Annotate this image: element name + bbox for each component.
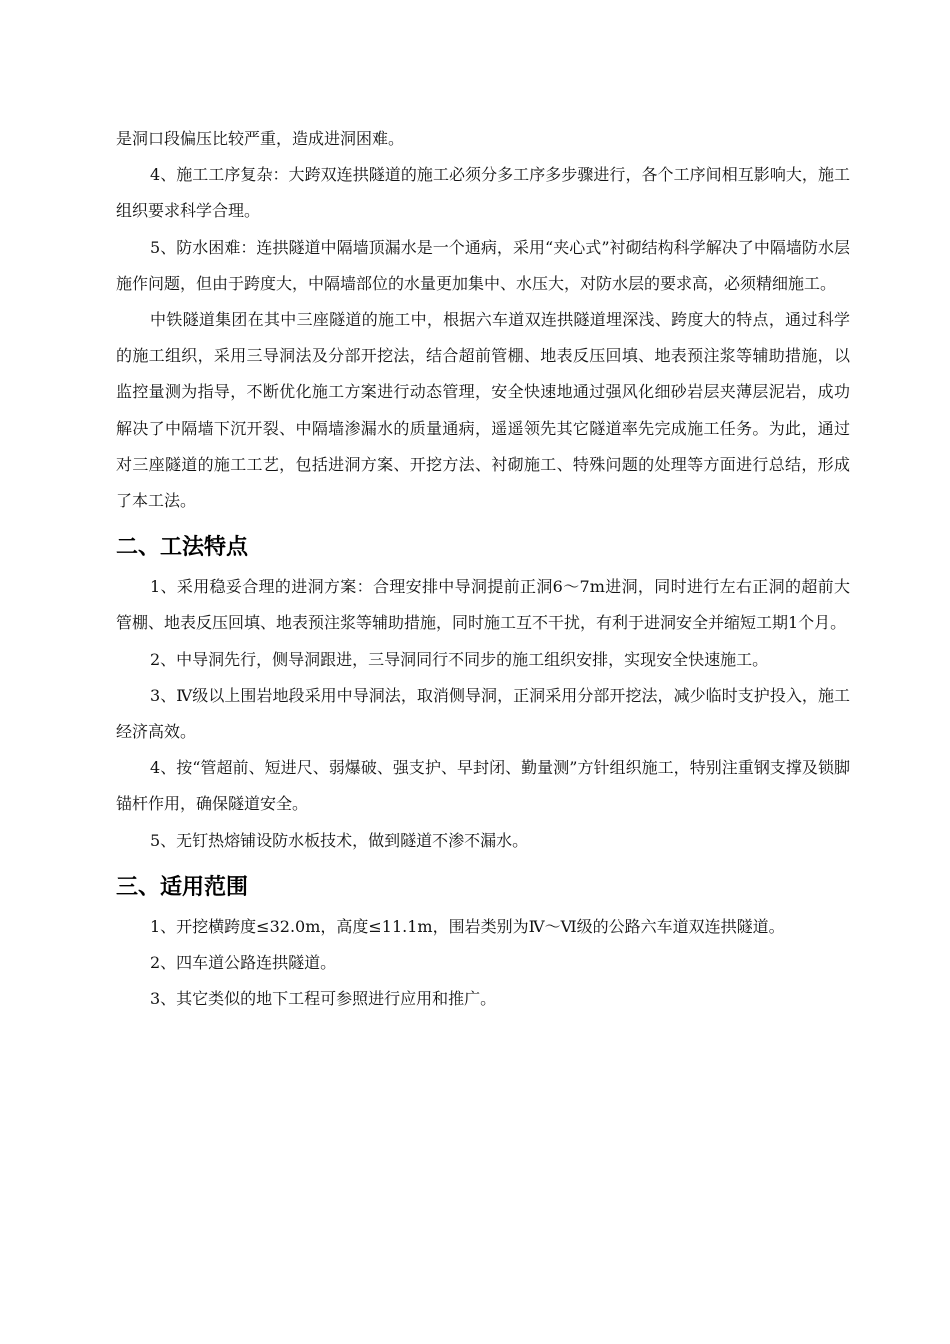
intro-paragraph-waterproofing: 5、防水困难：连拱隧道中隔墙顶漏水是一个通病，采用“夹心式”衬砌结构科学解决了中隔墙防水层施作问题，但由于跨度大，中隔墙部位的水量更加集中、水压大，对防水层的要求高，必须精细施工。: [116, 237, 850, 293]
section-heading-features: 二、工法特点: [116, 535, 249, 561]
scope-item: 1、开挖横跨度≤32.0m，高度≤11.1m，围岩类别为Ⅳ～Ⅵ级的公路六车道双连拱隧道。: [150, 916, 785, 936]
document-page: [116, 121, 850, 1017]
intro-paragraph-summary: 中铁隧道集团在其中三座隧道的施工中，根据六车道双连拱隧道埋深浅、跨度大的特点，通过科学的施工组织，采用三导洞法及分部开挖法，结合超前管棚、地表反压回填、地表预注浆等辅助措施，以监控量测为指导，不断优化施工方案进行动态管理，安全快速地通过强风化细砂岩层夹薄层泥岩，成功解决了中隔墙下沉开裂、中隔墙渗漏水的质量通病，遥遥领先其它隧道率先完成施工任务。为此，通过对三座隧道的施工工艺，包括进洞方案、开挖方法、衬砌施工、特殊问题的处理等方面进行总结，形成了本工法。: [116, 310, 850, 511]
scope-item: 2、四车道公路连拱隧道。: [150, 953, 337, 973]
feature-item: 3、Ⅳ级以上围岩地段采用中导洞法，取消侧导洞，正洞采用分部开挖法，减少临时支护投入，施工经济高效。: [116, 685, 850, 742]
feature-item: 4、按“管超前、短进尺、弱爆破、强支护、早封闭、勤量测”方针组织施工，特别注重钢支撑及锁脚锚杆作用，确保隧道安全。: [116, 758, 850, 814]
intro-paragraph-continuation: 是洞口段偏压比较严重，造成进洞困难。: [116, 129, 405, 148]
feature-item: 2、中导洞先行，侧导洞跟进，三导洞同行不同步的施工组织安排，实现安全快速施工。: [150, 649, 769, 669]
intro-paragraph-construction-sequence: 4、施工工序复杂：大跨双连拱隧道的施工必须分多工序多步骤进行，各个工序间相互影响大，施工组织要求科学合理。: [116, 165, 850, 221]
feature-item: 1、采用稳妥合理的进洞方案：合理安排中导洞提前正洞6～7m进洞，同时进行左右正洞的超前大管棚、地表反压回填、地表预注浆等辅助措施，同时施工互不干扰，有利于进洞安全并缩短工期1个月。: [116, 577, 850, 633]
scope-item: 3、其它类似的地下工程可参照进行应用和推广。: [150, 989, 497, 1009]
feature-item: 5、无钉热熔铺设防水板技术，做到隧道不渗不漏水。: [150, 830, 529, 850]
section-heading-scope: 三、适用范围: [116, 874, 249, 900]
